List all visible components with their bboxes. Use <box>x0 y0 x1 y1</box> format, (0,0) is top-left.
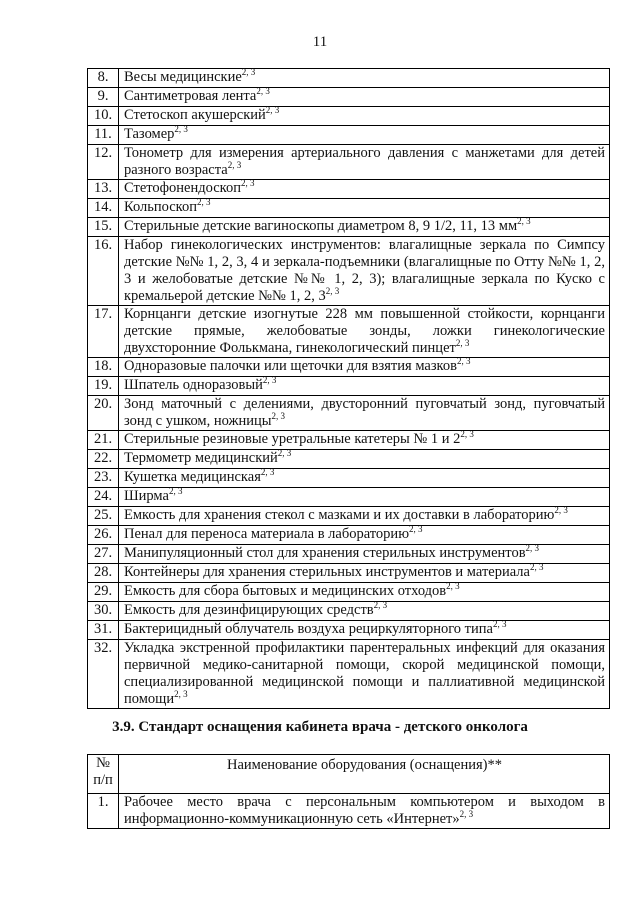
equipment-text: Емкость для дезинфицирующих средств <box>124 602 374 618</box>
equipment-text: Рабочее место врача с персональным компьютером и выходом в информационно-коммуникационную сеть «Интернет» <box>124 794 605 827</box>
table-row <box>88 488 610 507</box>
row-number: 11. <box>88 126 119 145</box>
row-number: 19. <box>88 377 119 396</box>
table-row <box>88 621 610 640</box>
row-number: 25. <box>88 507 119 526</box>
header-number: № п/п <box>88 755 119 794</box>
equipment-text: Стерильные резиновые уретральные катетеры № 1 и 2 <box>124 431 461 447</box>
table-header-row <box>88 755 610 794</box>
equipment-text: Стетоскоп акушерский <box>124 107 266 123</box>
row-equipment-name <box>119 450 610 469</box>
equipment-table <box>87 68 610 709</box>
equipment-text: Ширма <box>124 488 169 504</box>
row-number: 31. <box>88 621 119 640</box>
equipment-text: Зонд маточный с делениями, двусторонний пуговчатый зонд, пуговчатый зонд с ушком, ножницы <box>124 396 605 429</box>
footnote-reference: 2, 3 <box>174 124 188 134</box>
footnote-reference: 2, 3 <box>529 562 544 572</box>
table-row <box>88 602 610 621</box>
row-equipment-name <box>119 469 610 488</box>
table-row <box>88 107 610 126</box>
row-equipment-name <box>119 145 610 180</box>
section-heading: 3.9. Стандарт оснащения кабинета врача - детского онколога <box>112 719 528 735</box>
row-equipment-name <box>119 507 610 526</box>
table-row <box>88 358 610 377</box>
equipment-text: Шпатель одноразовый <box>124 377 263 393</box>
table-row <box>88 306 610 358</box>
row-number: 32. <box>88 640 119 709</box>
row-number: 14. <box>88 199 119 218</box>
table-row <box>88 218 610 237</box>
row-number: 9. <box>88 88 119 107</box>
footnote-reference: 2, 3 <box>492 619 507 629</box>
footnote-reference: 2, 3 <box>241 67 256 77</box>
equipment-text: Тазомер <box>124 126 175 142</box>
table-row <box>88 237 610 306</box>
row-equipment-name <box>119 180 610 199</box>
equipment-text: Кольпоскоп <box>124 199 197 215</box>
row-number: 8. <box>88 69 119 88</box>
row-equipment-name <box>119 602 610 621</box>
footnote-reference: 2, 3 <box>456 356 471 366</box>
row-equipment-name <box>119 69 610 88</box>
row-number: 29. <box>88 583 119 602</box>
equipment-text: Пенал для переноса материала в лабораторию <box>124 526 410 542</box>
footnote-reference: 2, 3 <box>196 197 211 207</box>
row-number: 18. <box>88 358 119 377</box>
table-row <box>88 88 610 107</box>
table-row <box>88 199 610 218</box>
table-row <box>88 145 610 180</box>
row-equipment-name <box>119 199 610 218</box>
equipment-text: Набор гинекологических инструментов: влагалищные зеркала по Симпсу детские №№ 1, 2, 3, 4 и зеркала-подъемники (влагалищные по Отту №№ 1, 2, 3 и желобоватые детские №№ 1, 2, 3); влагалищные зеркала по Куско с кремальерой детские №№ 1, 2, 3 <box>124 237 605 304</box>
equipment-text: Термометр медицинский <box>124 450 278 466</box>
footnote-reference: 2, 3 <box>271 411 286 421</box>
table-row <box>88 794 610 829</box>
table-row <box>88 583 610 602</box>
footnote-reference: 2, 3 <box>554 505 568 515</box>
table-row <box>88 431 610 450</box>
equipment-text: Емкость для сбора бытовых и медицинских отходов <box>124 583 447 599</box>
row-equipment-name <box>119 564 610 583</box>
equipment-text: Одноразовые палочки или щеточки для взятия мазков <box>124 358 457 374</box>
row-equipment-name <box>119 794 610 829</box>
footnote-reference: 2, 3 <box>325 286 340 296</box>
table-row <box>88 545 610 564</box>
page-number: 11 <box>312 34 328 50</box>
equipment-text: Бактерицидный облучатель воздуха рециркуляторного типа <box>124 621 493 637</box>
equipment-text: Кушетка медицинская <box>124 469 261 485</box>
row-equipment-name <box>119 218 610 237</box>
row-equipment-name <box>119 526 610 545</box>
row-number: 23. <box>88 469 119 488</box>
footnote-reference: 2, 3 <box>525 543 540 553</box>
equipment-text: Емкость для хранения стекол с мазками и их доставки в лабораторию <box>124 507 555 523</box>
table-row <box>88 126 610 145</box>
row-number: 28. <box>88 564 119 583</box>
row-number: 15. <box>88 218 119 237</box>
oncologist-equipment-table <box>87 754 610 829</box>
header-equipment-name: Наименование оборудования (оснащения)** <box>119 755 610 794</box>
footnote-reference: 2, 3 <box>262 375 277 385</box>
row-equipment-name <box>119 621 610 640</box>
footnote-reference: 2, 3 <box>260 467 275 477</box>
table-row <box>88 69 610 88</box>
row-number: 16. <box>88 237 119 306</box>
equipment-text: Контейнеры для хранения стерильных инструментов и материала <box>124 564 530 580</box>
equipment-text: Весы медицинские <box>124 69 242 85</box>
equipment-text: Стетофонендоскоп <box>124 180 241 196</box>
footnote-reference: 2, 3 <box>409 524 423 534</box>
row-equipment-name <box>119 396 610 431</box>
table-row <box>88 377 610 396</box>
table-row <box>88 450 610 469</box>
row-equipment-name <box>119 358 610 377</box>
row-number: 27. <box>88 545 119 564</box>
row-number: 12. <box>88 145 119 180</box>
row-equipment-name <box>119 431 610 450</box>
footnote-reference: 2, 3 <box>174 689 188 699</box>
row-equipment-name <box>119 488 610 507</box>
row-number: 10. <box>88 107 119 126</box>
table-row <box>88 396 610 431</box>
row-number: 20. <box>88 396 119 431</box>
row-number: 22. <box>88 450 119 469</box>
row-number: 13. <box>88 180 119 199</box>
footnote-reference: 2, 3 <box>277 448 292 458</box>
table-row <box>88 526 610 545</box>
row-equipment-name <box>119 583 610 602</box>
row-equipment-name <box>119 88 610 107</box>
row-number: 30. <box>88 602 119 621</box>
footnote-reference: 2, 3 <box>446 581 460 591</box>
footnote-reference: 2, 3 <box>241 178 255 188</box>
footnote-reference: 2, 3 <box>455 338 470 348</box>
row-equipment-name <box>119 545 610 564</box>
row-equipment-name <box>119 126 610 145</box>
row-number: 26. <box>88 526 119 545</box>
row-number: 24. <box>88 488 119 507</box>
table-row <box>88 507 610 526</box>
row-number: 21. <box>88 431 119 450</box>
equipment-text: Укладка экстренной профилактики парентеральных инфекций для оказания первичной медико-санитарной помощи, скорой медицинской помощи, специализированной медицинской помощи и паллиативной медицинской помощи <box>124 640 605 707</box>
table-row <box>88 564 610 583</box>
footnote-reference: 2, 3 <box>373 600 388 610</box>
row-number: 1. <box>88 794 119 829</box>
row-equipment-name <box>119 377 610 396</box>
equipment-text: Сантиметровая лента <box>124 88 257 104</box>
equipment-text: Корнцанги детские изогнутые 228 мм повышенной стойкости, корнцанги детские прямые, желобоватые зонды, ложки гинекологические двухсторонние Фолькмана, гинекологический пинцет <box>124 306 605 356</box>
table-row <box>88 469 610 488</box>
footnote-reference: 2, 3 <box>517 216 531 226</box>
table-row <box>88 180 610 199</box>
footnote-reference: 2, 3 <box>265 105 280 115</box>
footnote-reference: 2, 3 <box>460 429 474 439</box>
equipment-text: Тонометр для измерения артериального давления с манжетами для детей разного возраста <box>124 145 605 178</box>
equipment-text: Стерильные детские вагиноскопы диаметром 8, 9 1/2, 11, 13 мм <box>124 218 518 234</box>
footnote-reference: 2, 3 <box>459 809 474 819</box>
row-equipment-name <box>119 640 610 709</box>
table-row <box>88 640 610 709</box>
footnote-reference: 2, 3 <box>227 160 242 170</box>
equipment-text: Манипуляционный стол для хранения стерильных инструментов <box>124 545 526 561</box>
row-equipment-name <box>119 306 610 358</box>
footnote-reference: 2, 3 <box>168 486 183 496</box>
footnote-reference: 2, 3 <box>256 86 270 96</box>
row-number: 17. <box>88 306 119 358</box>
row-equipment-name <box>119 237 610 306</box>
row-equipment-name <box>119 107 610 126</box>
